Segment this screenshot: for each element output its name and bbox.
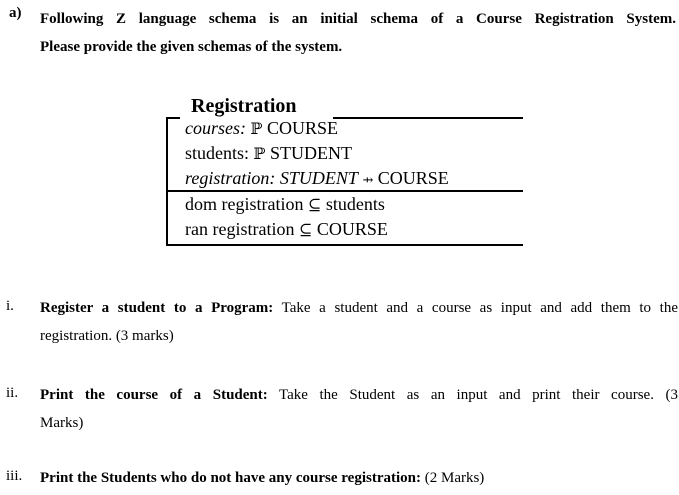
predicate-ran-rhs: COURSE — [316, 219, 388, 239]
subset-eq-icon: ⊆ — [298, 220, 313, 239]
power-set-icon: ℙ — [250, 119, 263, 138]
subset-eq-icon: ⊆ — [307, 195, 322, 214]
predicate-ran-lhs: ran registration — [185, 219, 295, 239]
task-2-line-1: Take the Student as an input and print their course. (3 — [267, 387, 678, 403]
question-text — [40, 5, 676, 61]
declaration-students-set: STUDENT — [270, 143, 353, 163]
task-1-text — [40, 294, 678, 350]
task-1-line-2: registration. (3 marks) — [40, 328, 174, 344]
declaration-students — [185, 143, 352, 164]
task-3-number: iii. — [6, 468, 23, 484]
partial-function-arrow-icon: ⇸ — [362, 173, 374, 188]
schema-top-border-right — [333, 117, 523, 119]
schema-divider — [166, 190, 523, 192]
schema-left-border — [166, 117, 168, 245]
task-3-title: Print the Students who do not have any course registration: — [40, 470, 421, 486]
schema-bottom-border — [166, 244, 523, 246]
task-1-title: Register a student to a Program: — [40, 300, 274, 316]
question-line-1: Following Z language schema is an initial schema of a Course Registration System. — [40, 11, 676, 27]
z-schema-box — [166, 95, 523, 247]
task-3-text — [40, 464, 678, 492]
predicate-ran — [185, 219, 388, 240]
task-2-title: Print the course of a Student: — [40, 387, 268, 403]
predicate-dom-rhs: students — [325, 194, 385, 214]
schema-name: Registration — [191, 95, 297, 117]
declaration-courses — [185, 118, 338, 139]
predicate-dom-lhs: dom registration — [185, 194, 304, 214]
task-1-number: i. — [6, 298, 14, 314]
power-set-icon: ℙ — [253, 144, 266, 163]
task-2-line-2: Marks) — [40, 415, 84, 431]
task-2-number: ii. — [6, 385, 19, 401]
declaration-courses-var: courses: — [185, 118, 251, 138]
task-2-text — [40, 381, 678, 437]
question-line-2: Please provide the given schemas of the system. — [40, 39, 343, 55]
declaration-registration — [185, 168, 449, 189]
predicate-dom — [185, 194, 385, 215]
task-3-line-1: (2 Marks) — [420, 470, 485, 486]
declaration-registration-rhs: COURSE — [377, 168, 449, 188]
declaration-registration-lhs: registration: STUDENT — [185, 168, 358, 188]
schema-top-border-left — [166, 117, 180, 119]
declaration-students-var: students: — [185, 143, 254, 163]
declaration-courses-set: COURSE — [267, 118, 339, 138]
question-label: a) — [9, 5, 22, 21]
task-1-line-1: Take a student and a course as input and add them to the — [273, 300, 678, 316]
